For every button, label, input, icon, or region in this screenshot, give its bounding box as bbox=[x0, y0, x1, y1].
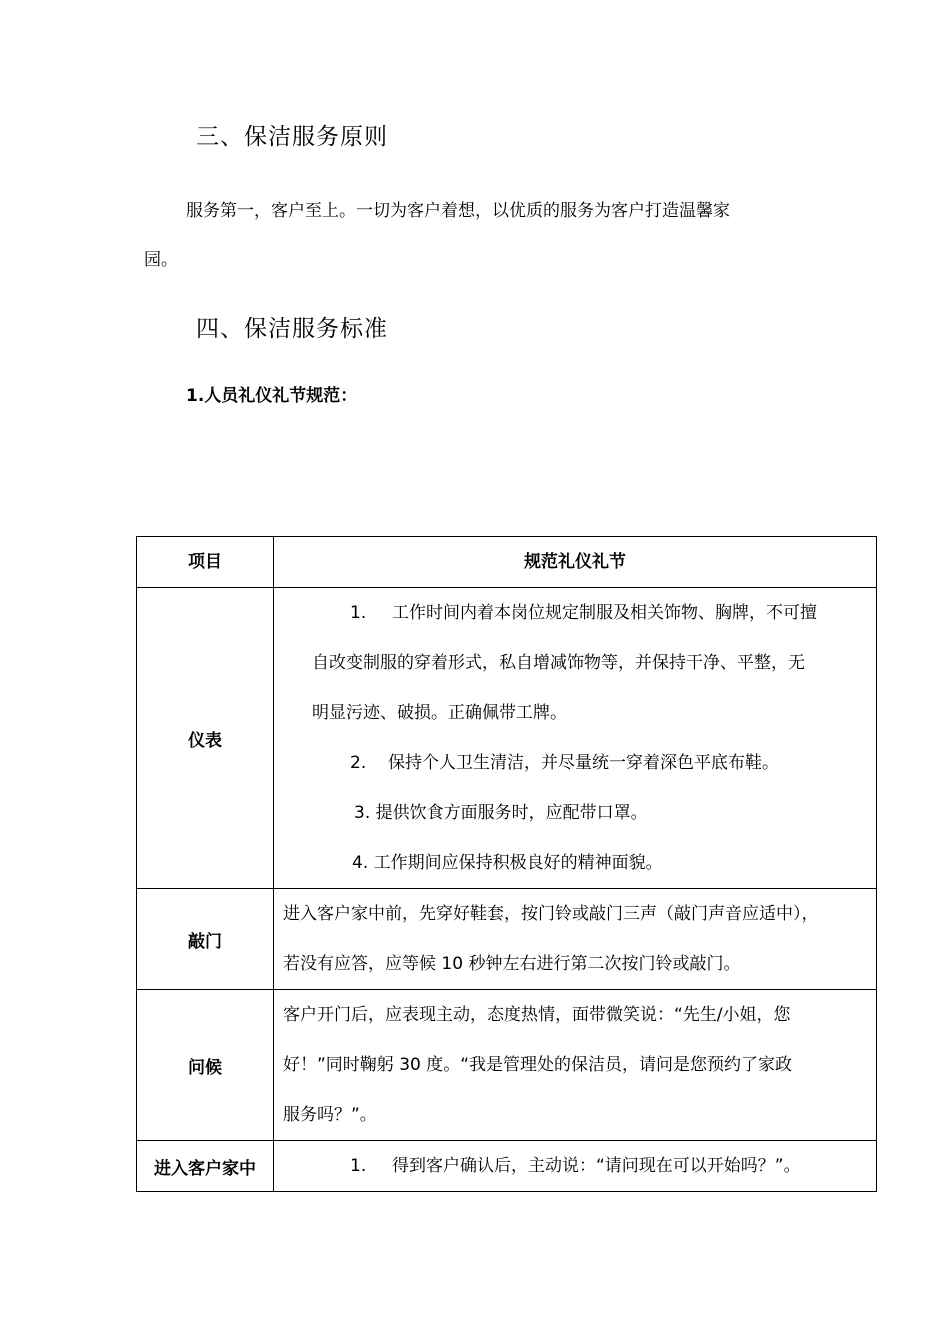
list-text: 明显污迹、破损。正确佩带工牌。 bbox=[312, 703, 567, 723]
list-text: 自改变制服的穿着形式，私自增减饰物等，并保持干净、平整，无 bbox=[312, 653, 805, 673]
table-header-row bbox=[137, 537, 877, 588]
row-content bbox=[274, 889, 877, 990]
table-row bbox=[137, 588, 877, 889]
section-3-paragraph-line-1: 服务第一，客户至上。一切为客户着想，以优质的服务为客户打造温馨家 bbox=[186, 201, 730, 221]
section-4-heading: 四、保洁服务标准 bbox=[196, 316, 388, 342]
list-item: 3. 提供饮食方面服务时，应配带口罩。 bbox=[354, 803, 648, 823]
list-text: 得到客户确认后，主动说：“请问现在可以开始吗？”。 bbox=[392, 1156, 801, 1176]
row-text: 客户开门后，应表现主动，态度热情，面带微笑说：“先生/小姐，您 bbox=[283, 1005, 791, 1025]
row-label: 仪表 bbox=[137, 588, 274, 889]
header-standard: 规范礼仪礼节 bbox=[274, 537, 877, 588]
row-content bbox=[274, 588, 877, 889]
header-item: 项目 bbox=[137, 537, 274, 588]
row-text: 好！”同时鞠躬 30 度。“我是管理处的保洁员，请问是您预约了家政 bbox=[283, 1055, 793, 1075]
list-number: 1. bbox=[350, 1156, 367, 1176]
row-content bbox=[274, 990, 877, 1141]
list-number: 1. bbox=[350, 603, 367, 623]
section-4-subheading: 1.人员礼仪礼节规范： bbox=[186, 386, 358, 406]
table-row bbox=[137, 990, 877, 1141]
row-text: 若没有应答，应等候 10 秒钟左右进行第二次按门铃或敲门。 bbox=[283, 954, 741, 974]
table-row bbox=[137, 1141, 877, 1192]
section-3-heading: 三、保洁服务原则 bbox=[196, 124, 388, 150]
table-row bbox=[137, 889, 877, 990]
section-3-paragraph-line-2: 园。 bbox=[144, 250, 178, 270]
etiquette-table bbox=[136, 536, 877, 1192]
row-content bbox=[274, 1141, 877, 1192]
list-number: 2. bbox=[350, 753, 367, 773]
row-label: 敲门 bbox=[137, 889, 274, 990]
list-text: 保持个人卫生清洁，并尽量统一穿着深色平底布鞋。 bbox=[388, 753, 779, 773]
row-label: 问候 bbox=[137, 990, 274, 1141]
list-item: 4. 工作期间应保持积极良好的精神面貌。 bbox=[352, 853, 663, 873]
row-text: 服务吗？”。 bbox=[283, 1105, 377, 1125]
row-label: 进入客户家中 bbox=[137, 1141, 274, 1192]
row-text: 进入客户家中前，先穿好鞋套，按门铃或敲门三声（敲门声音应适中）， bbox=[283, 904, 819, 924]
list-text: 工作时间内着本岗位规定制服及相关饰物、胸牌，不可擅 bbox=[392, 603, 817, 623]
